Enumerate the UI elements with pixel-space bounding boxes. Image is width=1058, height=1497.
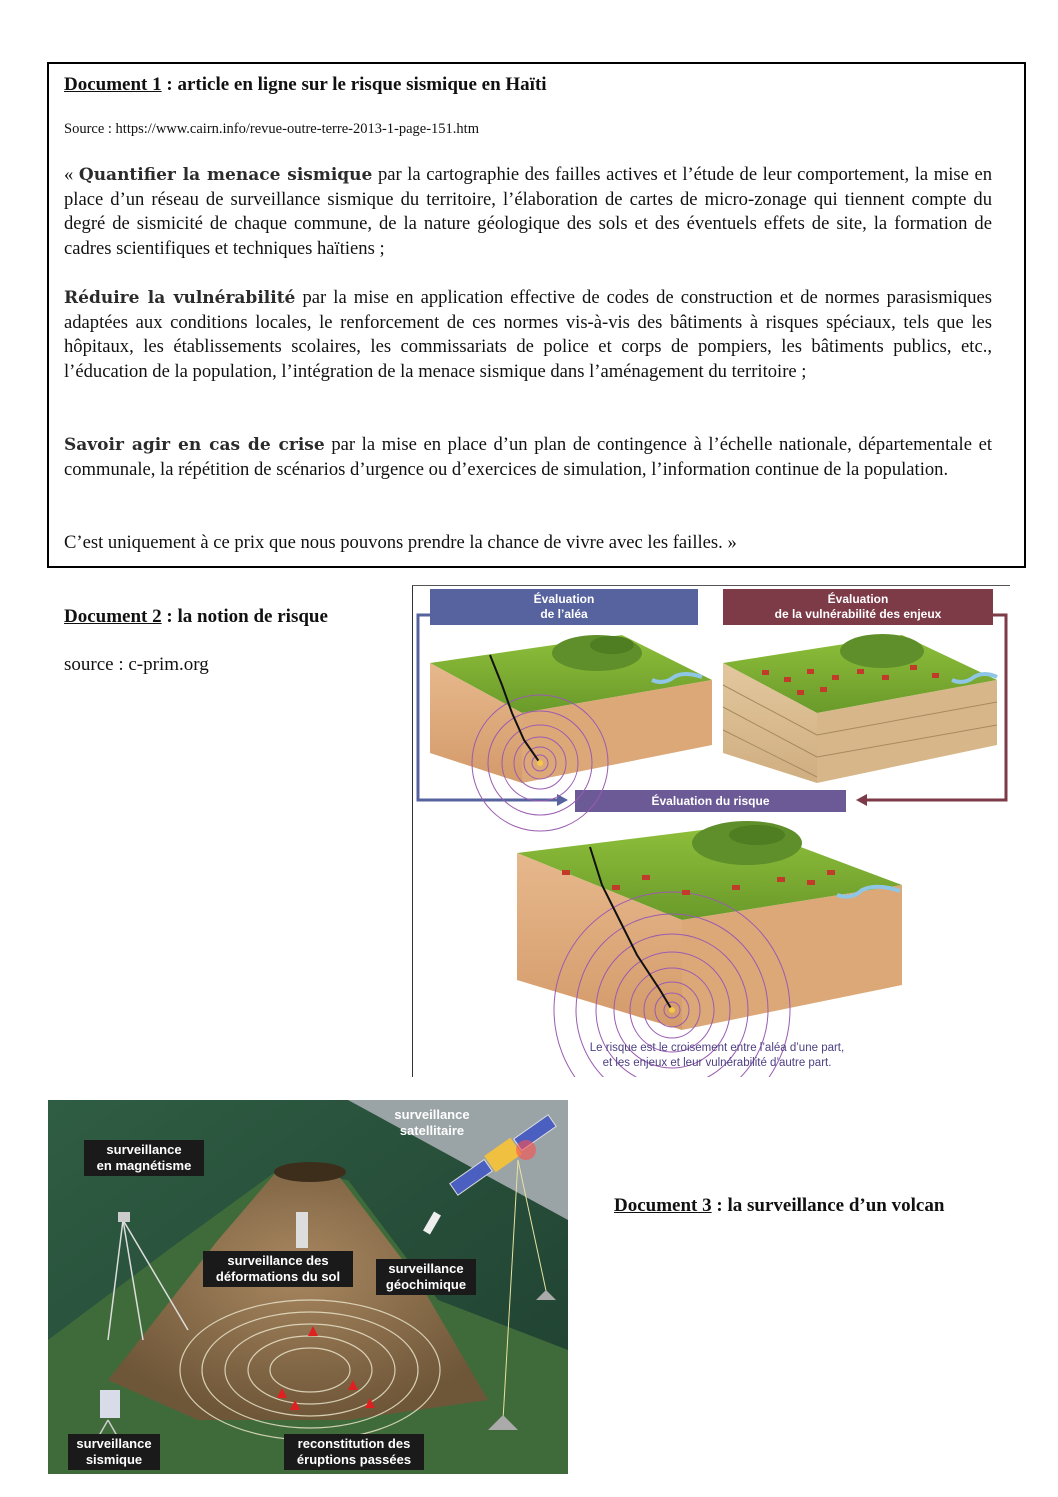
paragraph-conclusion: C’est uniquement à ce prix que nous pouvons prendre la chance de vivre avec les failles. » — [64, 532, 737, 553]
document-3-title — [614, 1195, 944, 1217]
label-surveillance-sismique: surveillance sismique — [68, 1434, 160, 1470]
document-2-label: Document 2 — [64, 606, 162, 627]
label-surveillance-magnetisme: surveillance en magnétisme — [84, 1140, 204, 1176]
label-surveillance-geochimique: surveillance géochimique — [376, 1259, 476, 1295]
keyword-quantifier: Quantifier la menace sismique — [78, 165, 373, 185]
risk-diagram — [412, 585, 1010, 1077]
document-1-title — [64, 74, 547, 96]
risk-caption: Le risque est le croisement entre l’aléa d’une part, et les enjeux et leur vulnérabilité d’autre part. — [589, 1042, 845, 1069]
label-surveillance-satellitaire: surveillance satellitaire — [394, 1107, 470, 1138]
vulnerabilite-block — [723, 634, 997, 783]
document-2-source: source : c-prim.org — [64, 654, 209, 675]
volcano-monitoring-image — [48, 1100, 568, 1474]
paragraph-savoir-agir: Savoir agir en cas de crise par la mise en place d’un plan de contingence à l’échelle nationale, départementale et communale, la répétition de scénarios d’urgence ou d’exercices de simulation, l’information continue de la population. — [64, 434, 992, 480]
document-3-title-text: : la surveillance d’un volcan — [711, 1195, 945, 1216]
paragraph-quantifier: « Quantifier la menace sismique par la cartographie des failles actives et l’étude de leur comportement, la mise en place d’un réseau de surveillance sismique du territoire, l’élaboration de cartes de micro-zonage qui tiennent compte du degré de sismicité de chaque commune, de la nature géologique des sols et des éventuels effets de site, la formation de cadres scientifiques et techniques haïtiens ; — [64, 164, 993, 259]
document-1-title-text: : article en ligne sur le risque sismique en Haïti — [161, 74, 547, 95]
document-2-title-text: : la notion de risque — [161, 606, 328, 627]
document-3-label: Document 3 — [614, 1195, 712, 1216]
risk-diagram-svg — [412, 585, 1010, 1077]
document-1-source: Source : https://www.cairn.info/revue-outre-terre-2013-1-page-151.htm — [64, 121, 479, 137]
keyword-reduire: Réduire la vulnérabilité — [64, 288, 296, 308]
keyword-savoir-agir: Savoir agir en cas de crise — [64, 435, 325, 455]
document-1-label: Document 1 — [64, 74, 162, 95]
paragraph-reduire: Réduire la vulnérabilité par la mise en application effective de codes de construction et de normes parasismiques adaptées aux conditions locales, le renforcement de ces normes vis-à-vis des bâtiments à risques spéciaux, tels que les hôpitaux, les établissements scolaires, les commissariats de police et corps de pompiers, les bâtiments publics, etc., l’éducation de la population, l’intégration de la menace sismique dans l’aménagement du territoire ; — [64, 287, 992, 382]
label-reconstitution-eruptions: reconstitution des éruptions passées — [284, 1434, 424, 1470]
header-risque-text: Évaluation du risque — [651, 794, 770, 808]
label-surveillance-deformations: surveillance des déformations du sol — [203, 1251, 353, 1287]
risque-block — [517, 821, 902, 1077]
header-alea-text: Évaluation de l’aléa — [533, 592, 595, 621]
header-vulnerabilite-text: Évaluation de la vulnérabilité des enjeux — [774, 592, 942, 621]
document-2-title — [64, 606, 328, 628]
